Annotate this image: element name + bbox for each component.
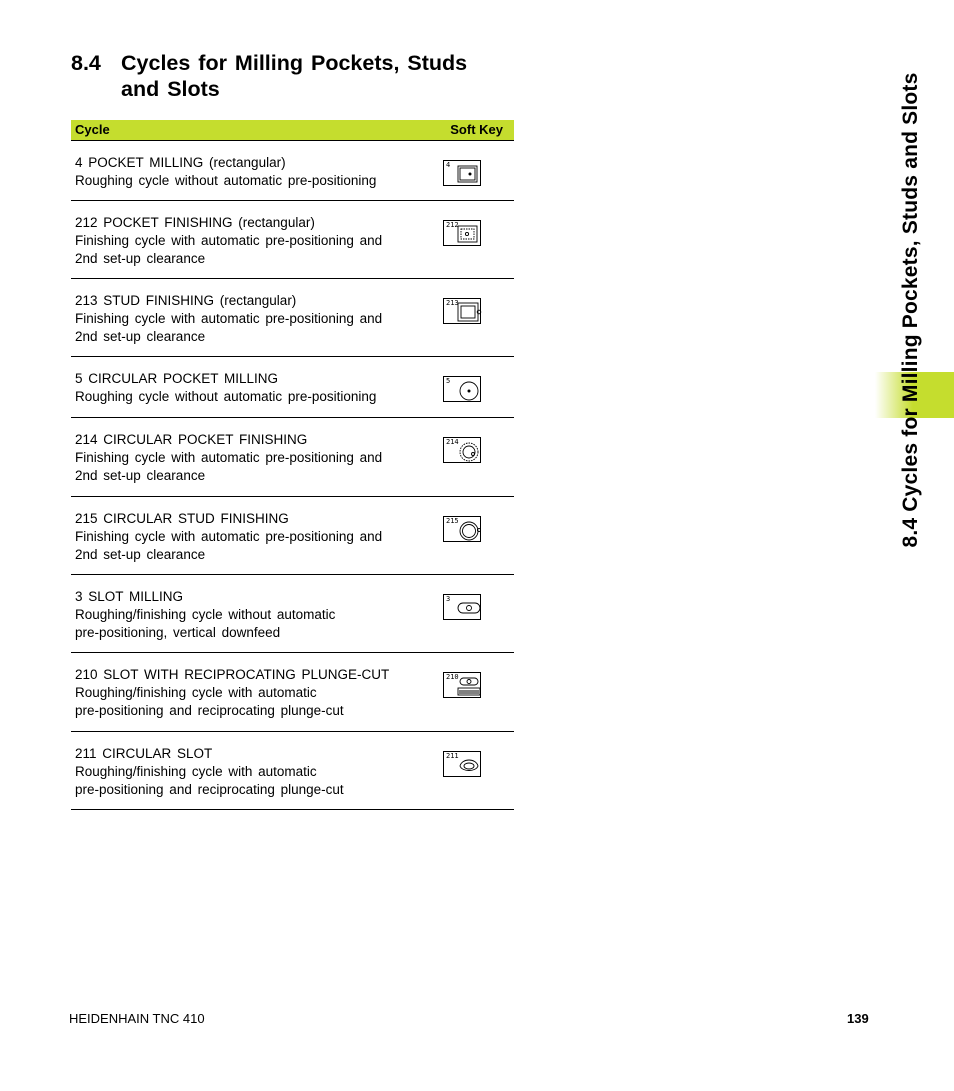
cycle-title: 3 SLOT MILLING [75, 589, 184, 604]
soft-key-number: 213 [446, 299, 459, 307]
soft-key-button[interactable] [443, 376, 481, 402]
cycle-description [75, 510, 415, 564]
cycle-desc-line: 2nd set-up clearance [75, 468, 206, 483]
footer-page-number: 139 [847, 1011, 869, 1026]
cycle-title: 213 STUD FINISHING (rectangular) [75, 293, 297, 308]
soft-key-number: 4 [446, 161, 451, 169]
cycle-description [75, 214, 415, 268]
cycle-description [75, 154, 415, 190]
cycle-desc-line: pre-positioning and reciprocating plunge-cut [75, 703, 344, 718]
soft-key-number: 215 [446, 517, 459, 525]
cycle-desc-line: 2nd set-up clearance [75, 329, 206, 344]
cycle-title: 4 POCKET MILLING (rectangular) [75, 155, 286, 170]
section-number: 8.4 [71, 51, 101, 75]
cycle-title: 212 POCKET FINISHING (rectangular) [75, 215, 315, 230]
table-row [71, 201, 514, 279]
cycle-desc-line: Finishing cycle with automatic pre-positioning and [75, 311, 383, 326]
cycle-desc-line: pre-positioning and reciprocating plunge-cut [75, 782, 344, 797]
cycle-desc-line: Finishing cycle with automatic pre-positioning and [75, 529, 383, 544]
section-title: Cycles for Milling Pockets, Studs and Slots [121, 51, 468, 101]
soft-key-button[interactable] [443, 160, 481, 186]
table-body [71, 141, 514, 810]
cycle-description [75, 588, 415, 642]
table-row [71, 653, 514, 732]
table-header [71, 120, 514, 141]
soft-key-number: 5 [446, 377, 451, 385]
cycle-title: 210 SLOT WITH RECIPROCATING PLUNGE-CUT [75, 667, 390, 682]
cycle-desc-line: Finishing cycle with automatic pre-positioning and [75, 233, 383, 248]
cycle-description [75, 292, 415, 346]
cycle-desc-line: Finishing cycle with automatic pre-positioning and [75, 450, 383, 465]
soft-key-number: 212 [446, 221, 459, 229]
soft-key-number: 3 [446, 595, 451, 603]
cycle-desc-line: Roughing/finishing cycle with automatic [75, 685, 317, 700]
cycle-title: 211 CIRCULAR SLOT [75, 746, 213, 761]
soft-key-button[interactable] [443, 298, 481, 324]
cycle-desc-line: Roughing/finishing cycle without automatic [75, 607, 336, 622]
header-cycle: Cycle [75, 122, 110, 137]
soft-key-button[interactable] [443, 751, 481, 777]
table-row [71, 357, 514, 418]
soft-key-number: 210 [446, 673, 459, 681]
cycle-description [75, 431, 415, 485]
cycle-desc-line: 2nd set-up clearance [75, 547, 206, 562]
cycle-description [75, 370, 415, 406]
footer-manual: HEIDENHAIN TNC 410 [69, 1011, 205, 1026]
table-row [71, 418, 514, 497]
cycle-desc-line: Roughing cycle without automatic pre-positioning [75, 389, 377, 404]
soft-key-number: 211 [446, 752, 459, 760]
cycle-title: 215 CIRCULAR STUD FINISHING [75, 511, 289, 526]
table-row [71, 279, 514, 357]
cycle-desc-line: pre-positioning, vertical downfeed [75, 625, 281, 640]
cycle-description [75, 745, 415, 799]
cycle-desc-line: 2nd set-up clearance [75, 251, 206, 266]
cycle-title: 214 CIRCULAR POCKET FINISHING [75, 432, 308, 447]
soft-key-button[interactable] [443, 672, 481, 698]
cycle-desc-line: Roughing/finishing cycle with automatic [75, 764, 317, 779]
table-row [71, 497, 514, 575]
table-row [71, 732, 514, 810]
soft-key-button[interactable] [443, 437, 481, 463]
header-soft-key: Soft Key [450, 122, 503, 137]
cycles-table [71, 120, 514, 810]
soft-key-button[interactable] [443, 594, 481, 620]
soft-key-number: 214 [446, 438, 459, 446]
cycle-description [75, 666, 415, 720]
soft-key-button[interactable] [443, 220, 481, 246]
table-row [71, 141, 514, 201]
cycle-desc-line: Roughing cycle without automatic pre-positioning [75, 173, 377, 188]
cycle-title: 5 CIRCULAR POCKET MILLING [75, 371, 279, 386]
table-row [71, 575, 514, 653]
soft-key-button[interactable] [443, 516, 481, 542]
